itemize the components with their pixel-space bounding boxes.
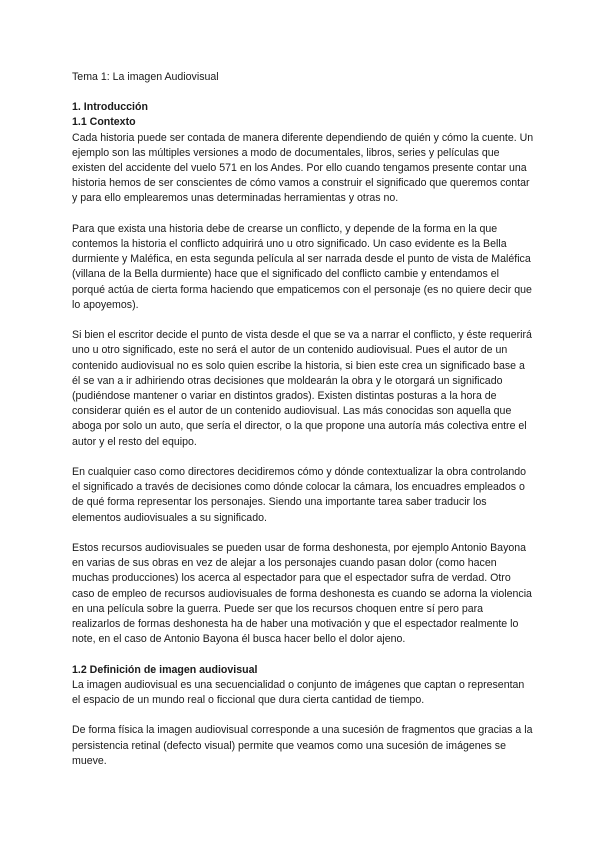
paragraph: Si bien el escritor decide el punto de vista desde el que se va a narrar el conflicto, y éste requerirá uno u otro significado, este no será el autor de un contenido audiovisual. Pues el autor de un contenido audiovisual no es solo quien escribe la historia, si bien este crea un significado base a él se van a ir adhiriendo otras decisiones que moldearán la obra y le otorgará un significado (pudiéndose mantener o variar en distintos grados). Existen distintas posturas a la hora de considerar quién es el autor de un contenido audiovisual. Las más conocidas son aquella que aboga por solo un auto, que sería el director, o la que propone una autoría más colectiva entre el autor y el resto del equipo. <box>72 329 532 448</box>
document-title: Tema 1: La imagen Audiovisual <box>72 71 219 83</box>
paragraph: Para que exista una historia debe de crearse un conflicto, y depende de la forma en la que contemos la historia el conflicto adquirirá uno u otro significado. Un caso evidente es la Bella durmiente y Maléfica, en esta segunda película al ser narrada desde el punto de vista de Maléfica (villana de la Bella durmiente) hace que el significado del conflicto cambie y entendamos el porqué actúa de cierta forma haciendo que empaticemos con el personaje (es no quiere decir que lo apoyemos). <box>72 222 532 311</box>
subsection-heading-definicion: 1.2 Definición de imagen audiovisual <box>72 663 258 676</box>
paragraph: De forma física la imagen audiovisual corresponde a una sucesión de fragmentos que gracias a la persistencia retinal (defecto visual) permite que veamos como una sucesión de imágenes se mueve. <box>72 724 533 767</box>
subsection-heading-contexto: 1.1 Contexto <box>72 116 136 129</box>
paragraph: La imagen audiovisual es una secuencialidad o conjunto de imágenes que captan o representan el espacio de un mundo real o ficcional que dura cierta cantidad de tiempo. <box>72 678 525 707</box>
paragraph: Estos recursos audiovisuales se pueden usar de forma deshonesta, por ejemplo Antonio Bayona en varias de sus obras en vez de alejar a los personajes cuando pasan dolor (como hacen muchas producciones) los acerca al espectador para que el espectador sufra de verdad. Otro caso de empleo de recursos audiovisuales de forma deshonesta es cuando se adorna la violencia en una película sobre la guerra. Puede ser que los recursos choquen entre sí pero para realizarlos de formas deshonesta ha de haber una motivación y que el espectador realmente lo note, en el caso de Antonio Bayona él busca hacer bello el dolor ajeno. <box>72 542 532 646</box>
section-heading-introduccion: 1. Introducción <box>72 101 148 114</box>
document-body <box>72 70 534 769</box>
paragraph: Cada historia puede ser contada de manera diferente dependiendo de quién y cómo la cuente. Un ejemplo son las múltiples versiones a modo de documentales, libros, series y películas que existen del accidente del vuelo 571 en los Andes. Por ello cuando tengamos presente contar una historia hemos de ser conscientes de cómo vamos a construir el significado que queremos contar y para ello emplearemos unas determinadas herramientas y otras no. <box>72 131 534 205</box>
paragraph: En cualquier caso como directores decidiremos cómo y dónde contextualizar la obra controlando el significado a través de decisiones como dónde colocar la cámara, los encuadres empleados o de qué forma representar los personajes. Siendo una importante tarea saber traducir los elementos audiovisuales a su significado. <box>72 466 527 524</box>
